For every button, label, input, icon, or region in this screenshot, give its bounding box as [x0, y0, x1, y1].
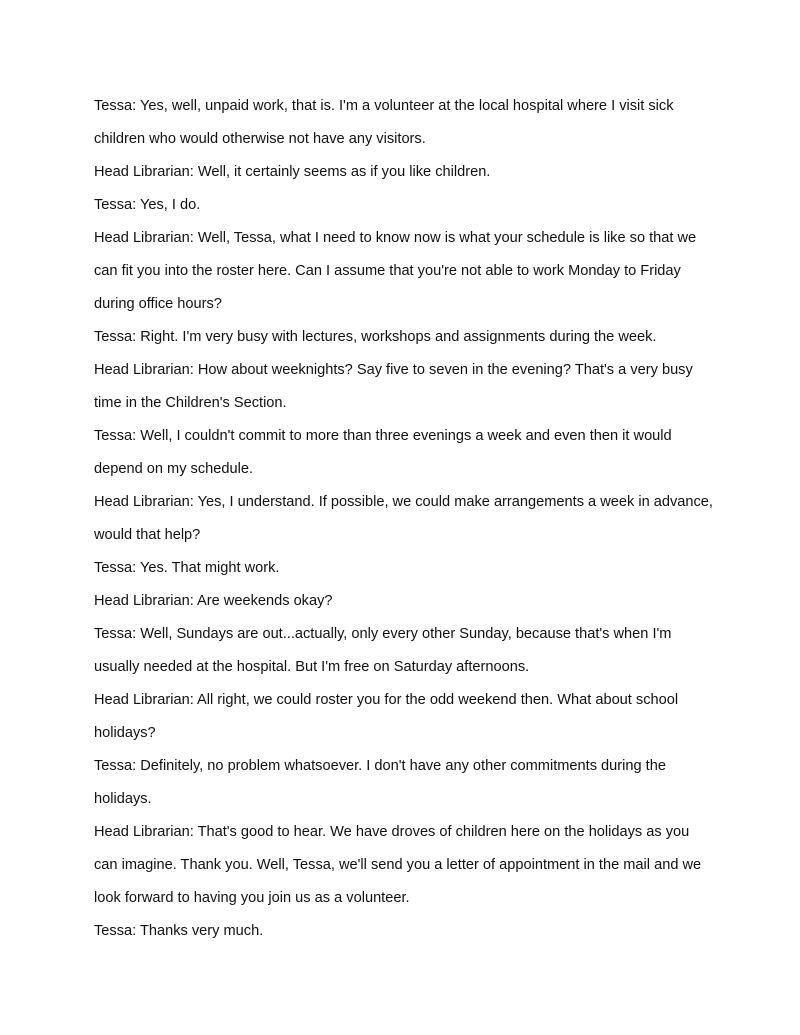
text-line: during office hours? — [94, 296, 222, 312]
text-line: Head Librarian: All right, we could roster you for the odd weekend then. What about school — [94, 692, 679, 708]
text-line: would that help? — [94, 527, 201, 543]
text-line: Head Librarian: Yes, I understand. If possible, we could make arrangements a week in advance, — [94, 494, 713, 510]
text-line: Tessa: Yes, well, unpaid work, that is. I'm a volunteer at the local hospital where I visit sick — [94, 98, 674, 114]
text-line: look forward to having you join us as a volunteer. — [94, 890, 410, 906]
text-line: Head Librarian: That's good to hear. We have droves of children here on the holidays as you — [94, 824, 690, 840]
text-line: holidays? — [94, 725, 156, 741]
text-line: Head Librarian: How about weeknights? Say five to seven in the evening? That's a very busy — [94, 362, 693, 378]
text-line: Head Librarian: Are weekends okay? — [94, 593, 333, 609]
text-line: Tessa: Definitely, no problem whatsoever. I don't have any other commitments during the — [94, 758, 666, 774]
text-line: usually needed at the hospital. But I'm free on Saturday afternoons. — [94, 659, 530, 675]
text-line: Tessa: Right. I'm very busy with lectures, workshops and assignments during the week. — [94, 329, 657, 345]
document-body — [94, 90, 714, 948]
text-line: can imagine. Thank you. Well, Tessa, we'll send you a letter of appointment in the mail and we — [94, 857, 702, 873]
text-line: Tessa: Well, I couldn't commit to more than three evenings a week and even then it would — [94, 428, 672, 444]
text-line: depend on my schedule. — [94, 461, 254, 477]
text-line: time in the Children's Section. — [94, 395, 287, 411]
text-line: children who would otherwise not have any visitors. — [94, 131, 426, 147]
text-line: Tessa: Yes, I do. — [94, 197, 201, 213]
text-line: Head Librarian: Well, it certainly seems as if you like children. — [94, 164, 491, 180]
text-line: can fit you into the roster here. Can I assume that you're not able to work Monday to Friday — [94, 263, 681, 279]
text-line: holidays. — [94, 791, 152, 807]
text-line: Tessa: Well, Sundays are out...actually, only every other Sunday, because that's when I'm — [94, 626, 672, 642]
text-line: Head Librarian: Well, Tessa, what I need to know now is what your schedule is like so that we — [94, 230, 697, 246]
text-line: Tessa: Yes. That might work. — [94, 560, 280, 576]
text-line: Tessa: Thanks very much. — [94, 923, 264, 939]
